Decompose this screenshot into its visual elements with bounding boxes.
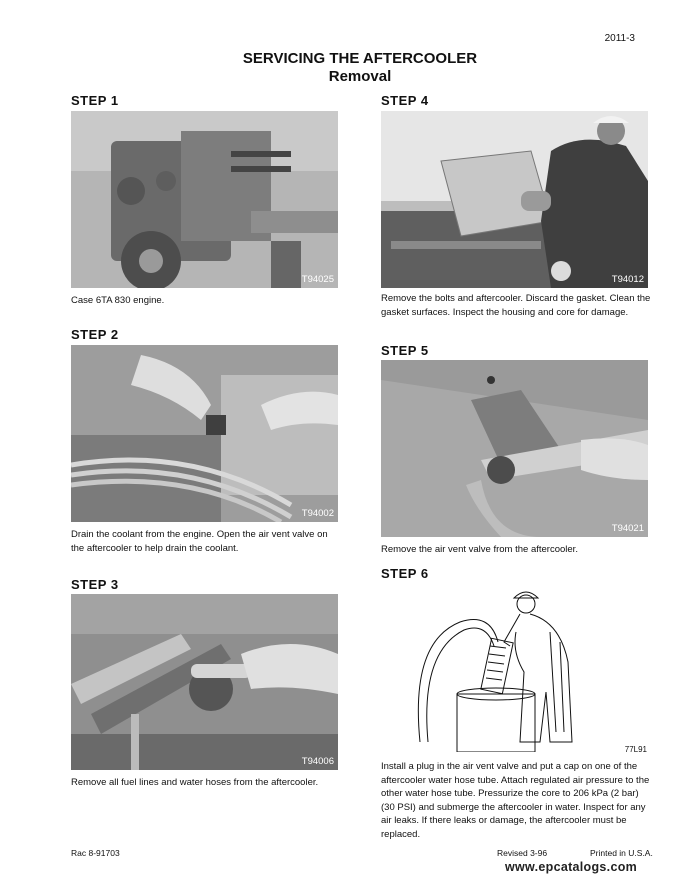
page-number: 2011-3	[604, 33, 635, 44]
step-1-photo	[71, 111, 338, 288]
step-2-photo	[71, 345, 338, 522]
step-6-illustration	[400, 582, 650, 752]
step-3-caption: Remove all fuel lines and water hoses from the aftercooler.	[71, 777, 319, 788]
step-1-caption: Case 6TA 830 engine.	[71, 295, 165, 306]
doc-number: Rac 8-91703	[71, 848, 120, 858]
step-5-label: STEP 5	[381, 343, 429, 358]
page-title	[0, 50, 683, 86]
step-6-caption: Install a plug in the air vent valve and put a cap on one of the aftercooler water hose tube. Attach regulated air pressure to the other water hose tube. Pressurize the core to 206 kPa (2 bar) (30 PSI) and submerge the aftercooler in water. Inspect for any air leaks. If there leaks or damage, the aftercooler must be replaced.	[381, 761, 650, 840]
step-4-caption: Remove the bolts and aftercooler. Discard the gasket. Clean the gasket surfaces. Inspect the housing and core for damage.	[381, 293, 651, 318]
illustration-code: 77L91	[624, 745, 647, 754]
step-4-photo	[381, 111, 648, 288]
photo-code: T94012	[611, 274, 644, 285]
photo-code: T94002	[301, 508, 334, 519]
step-3-label: STEP 3	[71, 577, 119, 592]
step-4-label: STEP 4	[381, 93, 429, 108]
step-1-label: STEP 1	[71, 93, 119, 108]
revised-date: Revised 3-96	[497, 848, 548, 858]
step-5-caption: Remove the air vent valve from the aftercooler.	[381, 544, 578, 555]
section-title: SERVICING THE AFTERCOOLER	[242, 50, 478, 67]
watermark-link[interactable]: www.epcatalogs.com	[505, 860, 638, 874]
step-6-label: STEP 6	[381, 566, 429, 581]
step-5-photo	[381, 360, 648, 537]
photo-code: T94006	[301, 756, 334, 767]
section-subtitle: Removal	[328, 68, 392, 85]
photo-code: T94021	[611, 523, 644, 534]
step-3-photo	[71, 594, 338, 770]
step-2-caption: Drain the coolant from the engine. Open the air vent valve on the aftercooler to help drain the coolant.	[71, 529, 328, 554]
step-2-label: STEP 2	[71, 327, 119, 342]
photo-code: T94025	[301, 274, 334, 285]
printed-location: Printed in U.S.A.	[590, 848, 653, 858]
